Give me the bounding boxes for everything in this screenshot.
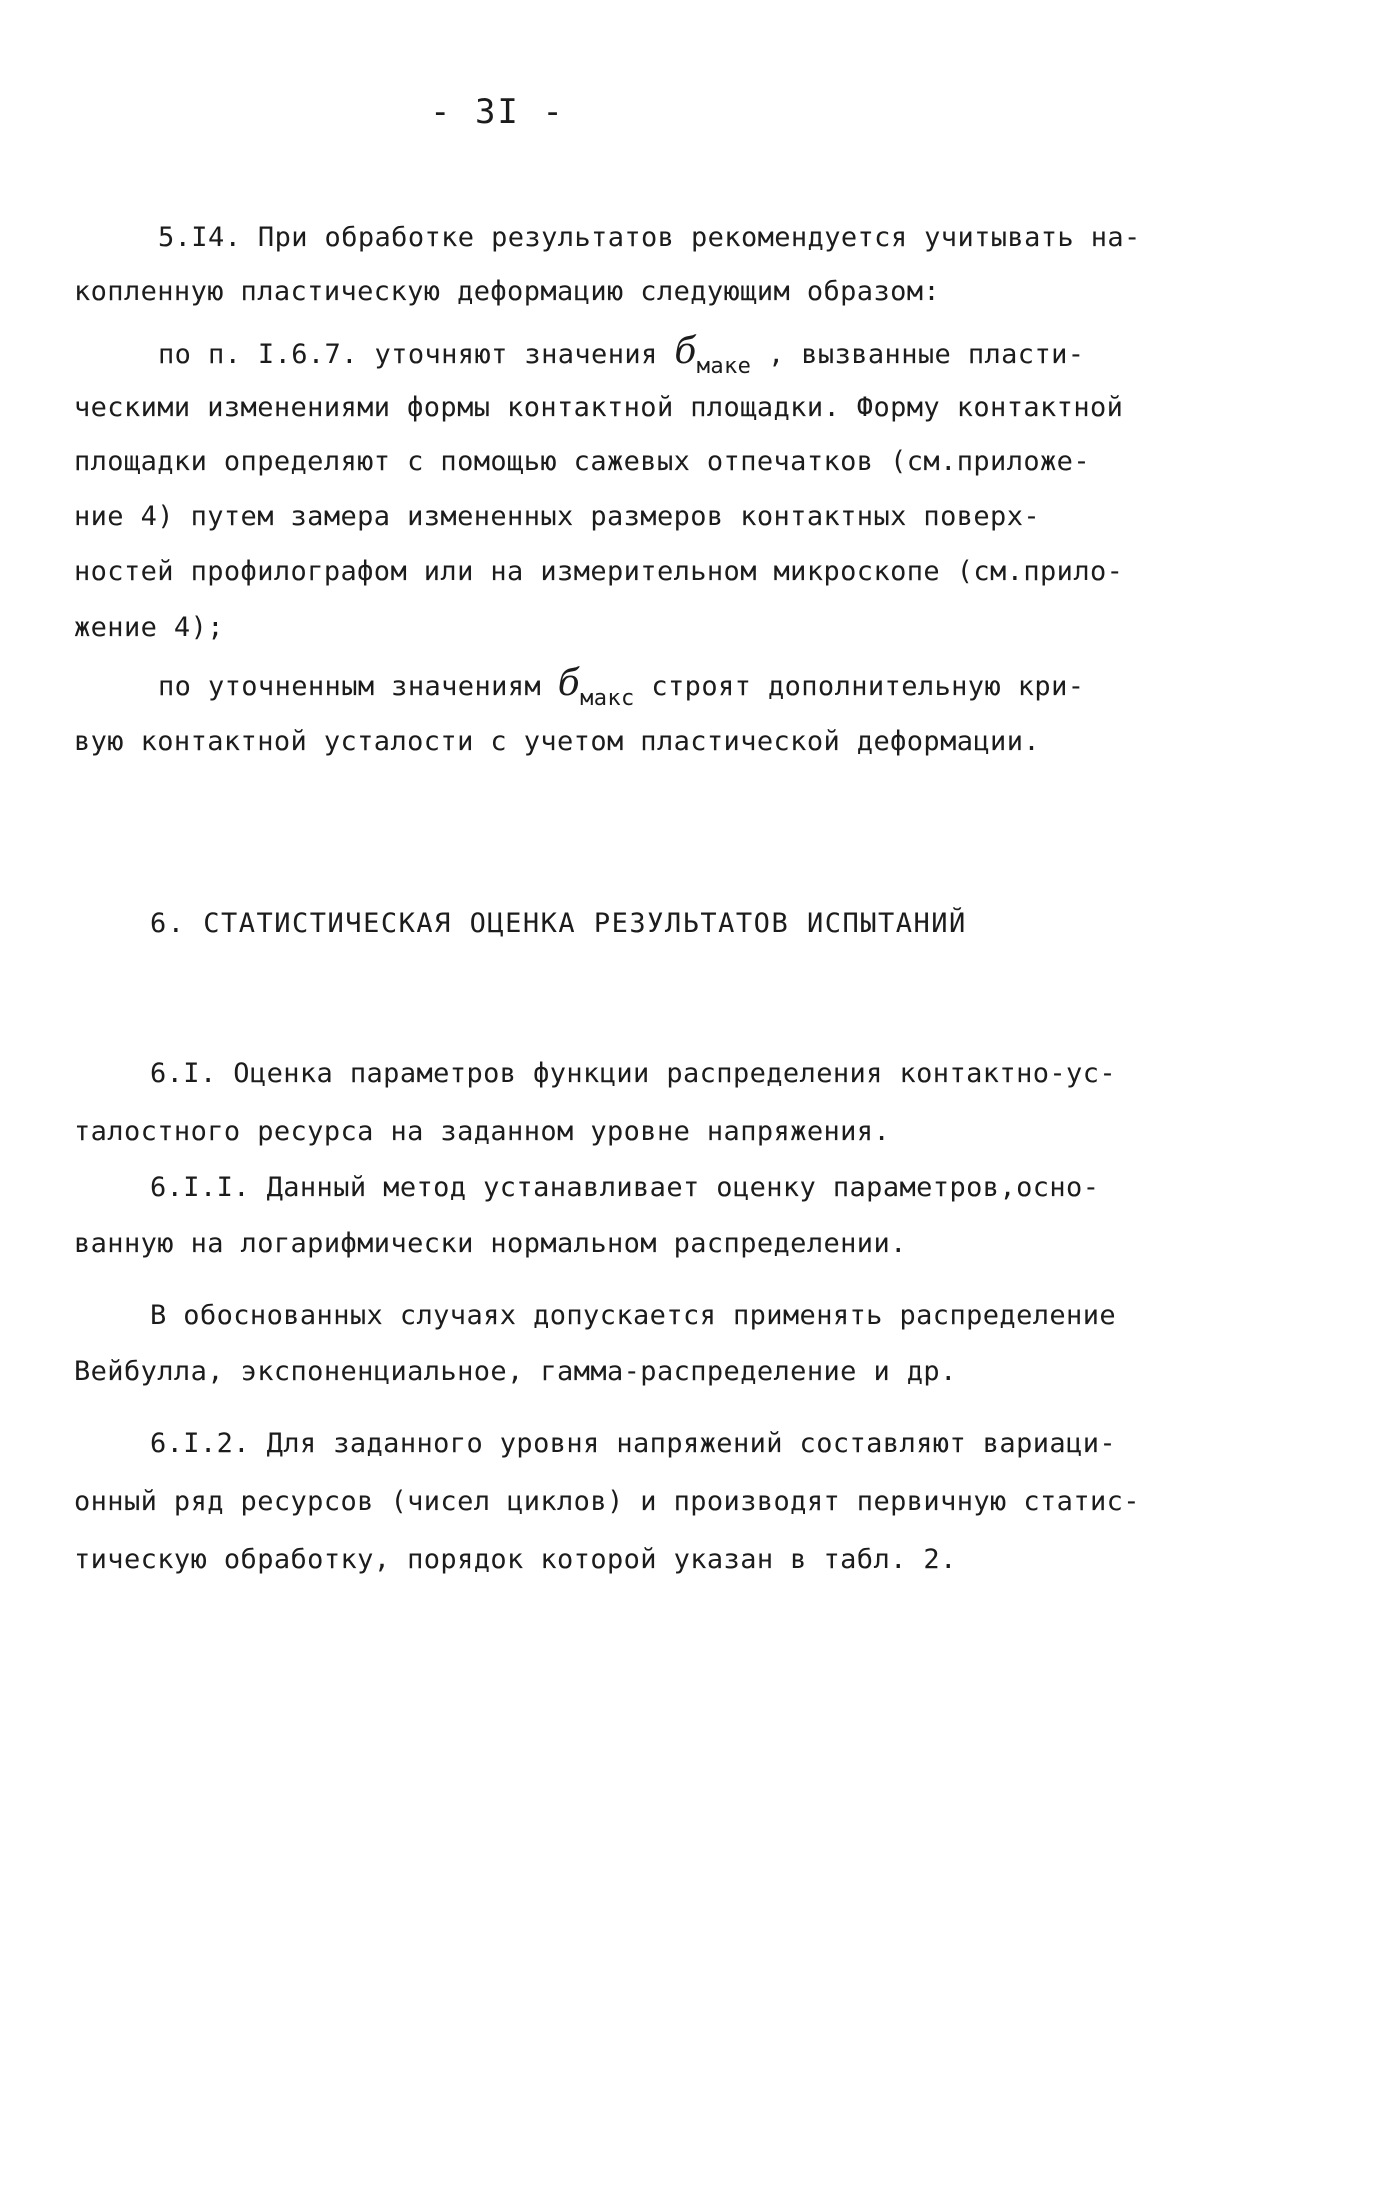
paragraph-line: копленную пластическую деформацию следующим образом: xyxy=(74,276,941,307)
paragraph-line: онный ряд ресурсов (чисел циклов) и производят первичную статис- xyxy=(74,1486,1140,1517)
paragraph-line: ние 4) путем замера измененных размеров контактных поверх- xyxy=(74,501,1041,532)
section-heading: 6. СТАТИСТИЧЕСКАЯ ОЦЕНКА РЕЗУЛЬТАТОВ ИСПЫТАНИЙ xyxy=(150,908,967,939)
paragraph-line: 6.I. Оценка параметров функции распределения контактно-ус- xyxy=(150,1058,1117,1089)
line-text-continued: строят дополнительную кри- xyxy=(651,671,1085,702)
line-text-continued: , вызванные пласти- xyxy=(767,339,1085,370)
paragraph-line: жение 4); xyxy=(74,612,224,643)
line-text: по уточненным значениям xyxy=(158,671,542,702)
paragraph-line: тическую обработку, порядок которой указан в табл. 2. xyxy=(74,1544,957,1575)
line-text: по п. I.6.7. уточняют значения xyxy=(158,339,658,370)
paragraph-line: 6.I.I. Данный метод устанавливает оценку параметров,осно- xyxy=(150,1172,1100,1203)
paragraph-line: площадки определяют с помощью сажевых отпечатков (см.приложе- xyxy=(74,446,1090,477)
paragraph-line: 6.I.2. Для заданного уровня напряжений составляют вариаци- xyxy=(150,1428,1117,1459)
paragraph-line: вую контактной усталости с учетом пластической деформации. xyxy=(74,726,1041,757)
sigma-subscript: макс xyxy=(580,686,635,711)
paragraph-line: Вейбулла, экспоненциальное, гамма-распределение и др. xyxy=(74,1356,957,1387)
paragraph-line: 5.I4. При обработке результатов рекомендуется учитывать на- xyxy=(158,222,1141,253)
page-number: - 3I - xyxy=(430,92,565,132)
paragraph-line: ванную на логарифмически нормальном распределении. xyxy=(74,1228,907,1259)
paragraph-line: талостного ресурса на заданном уровне напряжения. xyxy=(74,1116,891,1147)
paragraph-line: ностей профилографом или на измерительном микроскопе (см.прило- xyxy=(74,556,1124,587)
paragraph-line-with-symbol xyxy=(158,664,1084,719)
paragraph-line: ческими изменениями формы контактной площадки. Форму контактной xyxy=(74,392,1124,423)
sigma-symbol: б xyxy=(557,663,581,704)
paragraph-line: В обоснованных случаях допускается применять распределение xyxy=(150,1300,1117,1331)
sigma-subscript: маке xyxy=(696,354,752,379)
sigma-symbol: б xyxy=(674,331,697,372)
paragraph-line-with-symbol xyxy=(158,332,1084,387)
